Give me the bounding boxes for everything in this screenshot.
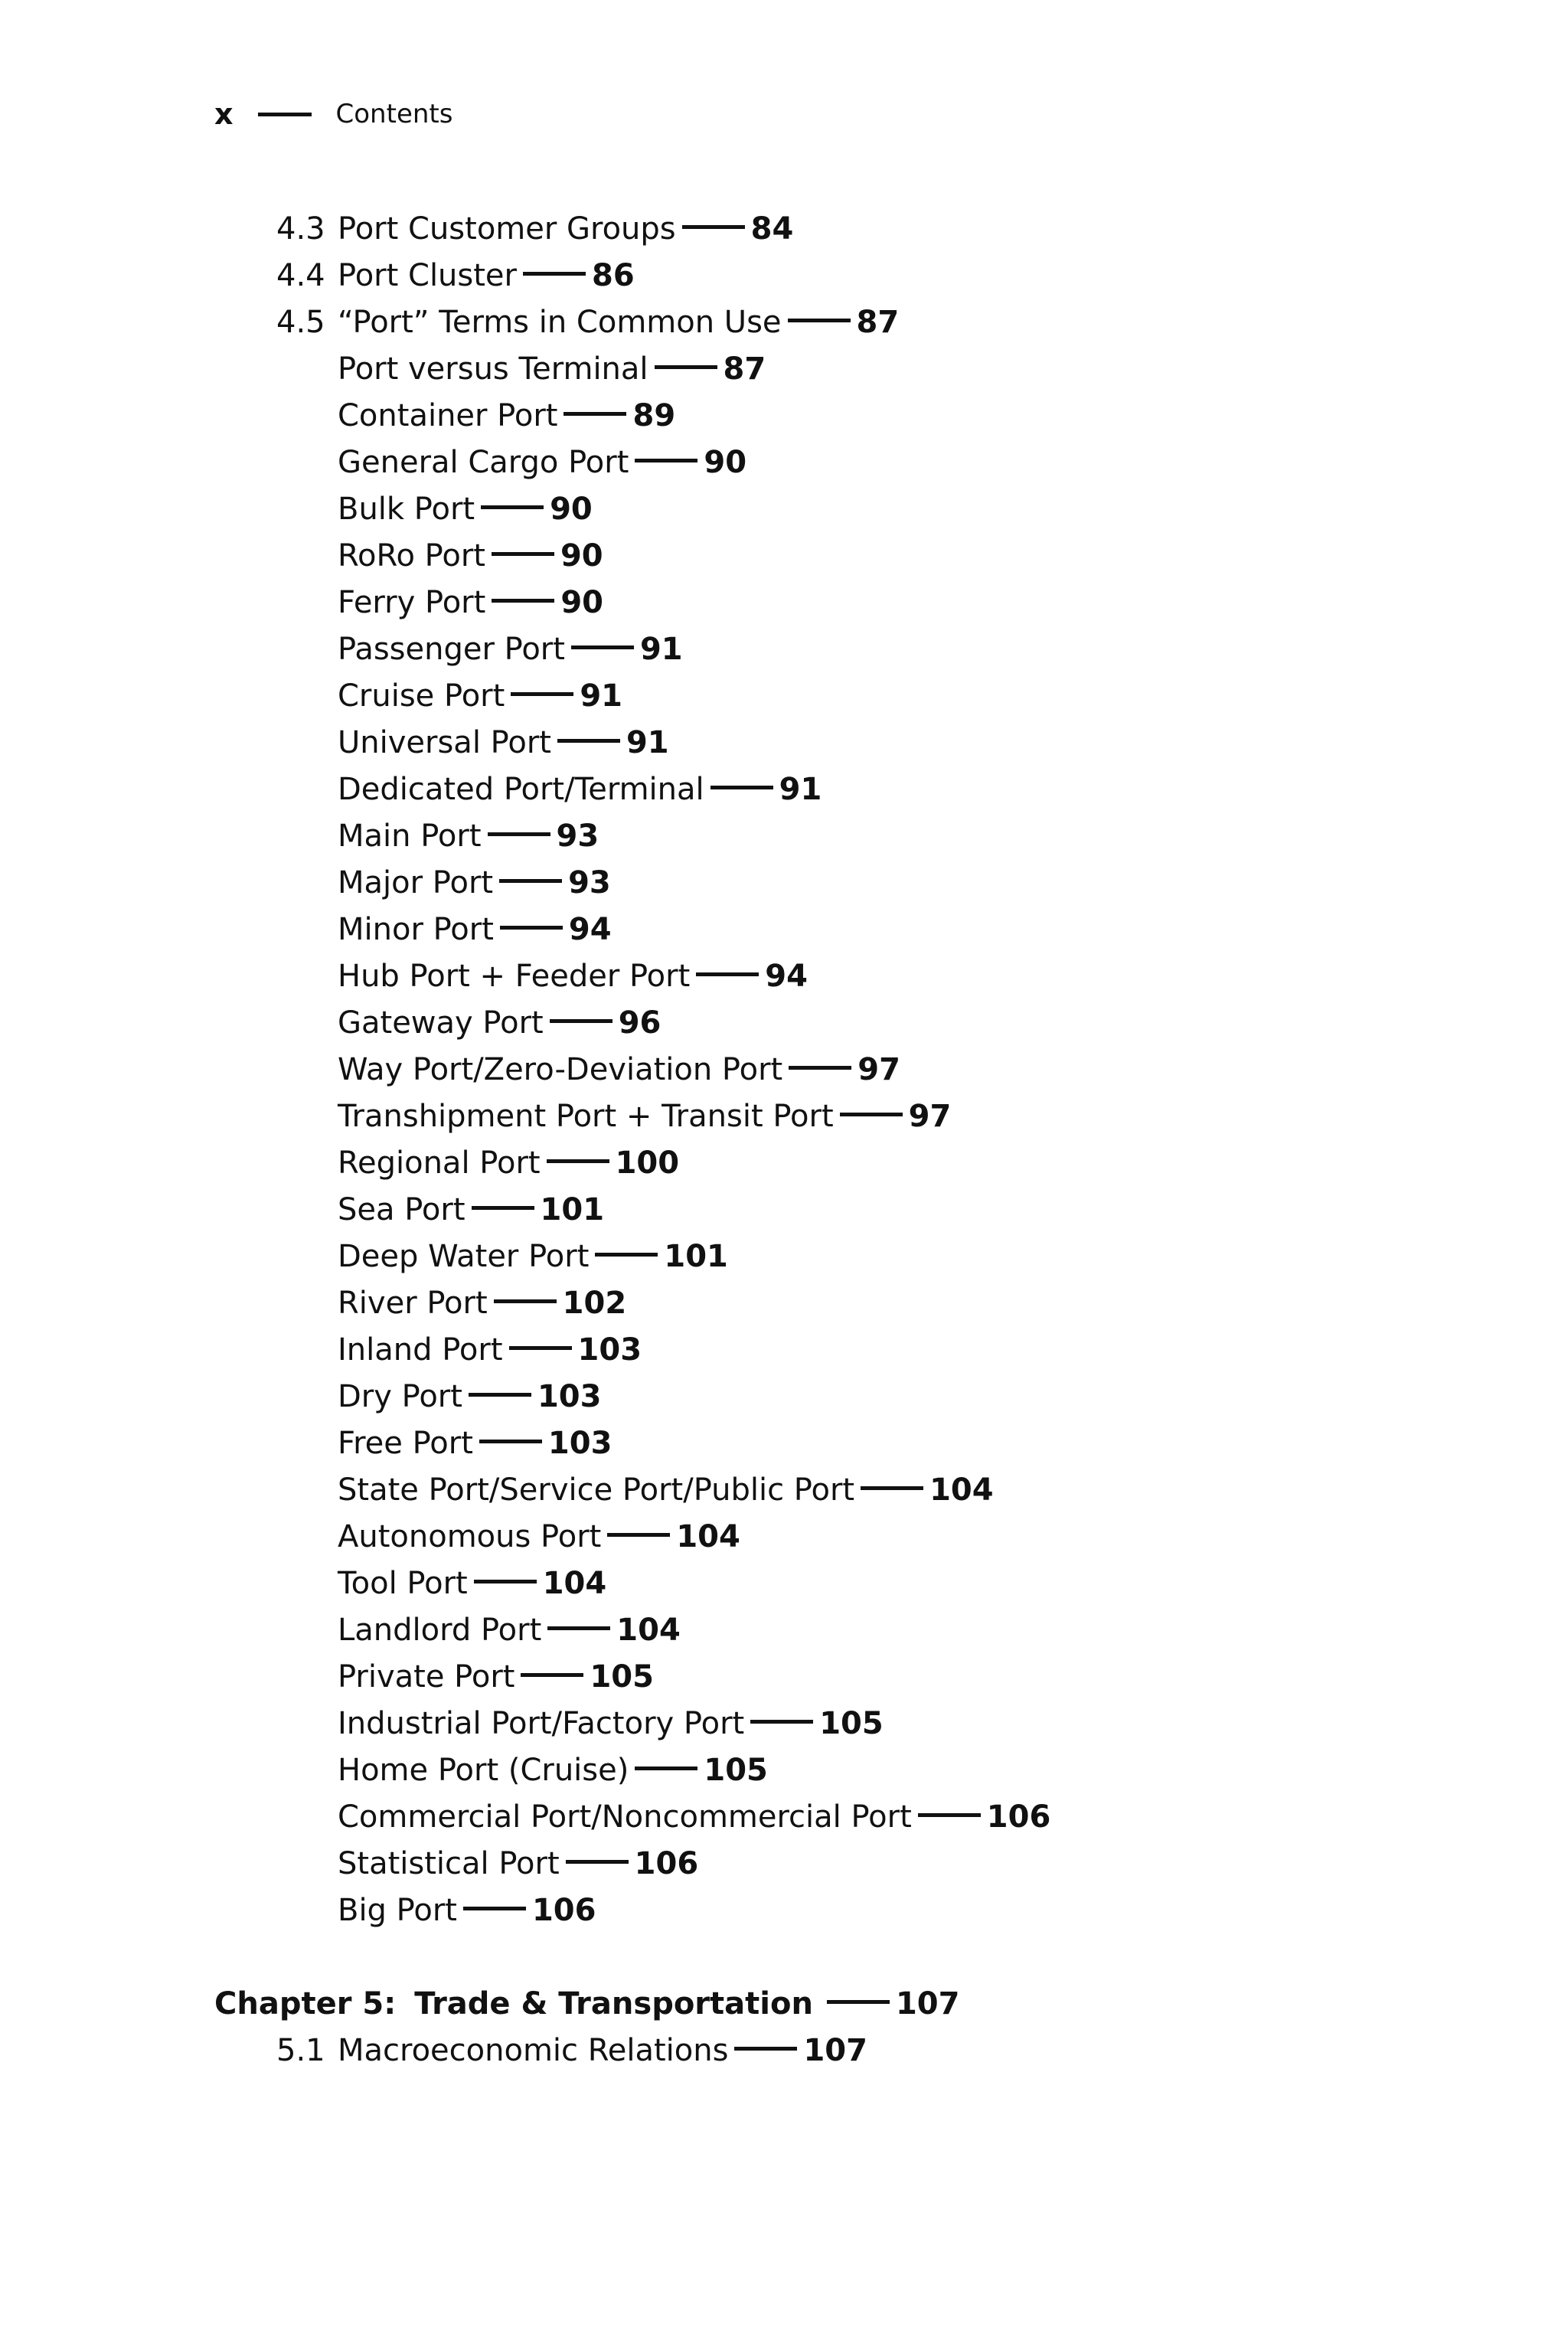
leader-rule xyxy=(550,1019,612,1023)
page-number: 91 xyxy=(580,678,622,714)
toc-subentry[interactable] xyxy=(0,1606,1568,1653)
leader-rule xyxy=(494,1299,557,1303)
subentry-title: Transhipment Port + Transit Port xyxy=(338,1098,834,1134)
page-number: 104 xyxy=(616,1612,681,1648)
leader-rule xyxy=(696,972,759,976)
leader-rule xyxy=(682,225,745,229)
leader-rule xyxy=(635,1766,697,1770)
page-number: 90 xyxy=(704,444,747,480)
subentry-title: Landlord Port xyxy=(338,1612,542,1648)
page-number: 104 xyxy=(542,1565,607,1601)
subentry-title: Tool Port xyxy=(338,1565,468,1601)
leader-rule xyxy=(463,1907,526,1910)
toc-chapter-entry[interactable] xyxy=(0,1980,1568,2027)
subentry-title: Cruise Port xyxy=(338,678,505,714)
leader-rule xyxy=(509,1346,572,1350)
page-number: 100 xyxy=(615,1145,680,1181)
toc-subentry[interactable] xyxy=(0,1186,1568,1233)
leader-rule xyxy=(607,1533,670,1537)
toc-subentry[interactable] xyxy=(0,1560,1568,1606)
page-number: 87 xyxy=(856,304,900,340)
leader-rule xyxy=(492,552,554,556)
page-number: 93 xyxy=(556,818,599,854)
subentry-title: Gateway Port xyxy=(338,1005,544,1041)
toc-subentry[interactable] xyxy=(0,626,1568,672)
subentry-title: General Cargo Port xyxy=(338,444,629,480)
page-number: 93 xyxy=(568,864,611,900)
page-number: 87 xyxy=(723,351,766,387)
leader-rule xyxy=(635,459,697,462)
page-number: 103 xyxy=(547,1425,612,1461)
page-number: 104 xyxy=(929,1472,994,1508)
subentry-title: Passenger Port xyxy=(338,631,565,667)
toc-subentry[interactable] xyxy=(0,439,1568,485)
subentry-title: Dry Port xyxy=(338,1378,462,1414)
subentry-title: Inland Port xyxy=(338,1332,503,1368)
subentry-title: Free Port xyxy=(338,1425,473,1461)
page-number: 94 xyxy=(765,958,808,994)
leader-rule xyxy=(469,1393,531,1397)
page-number: 86 xyxy=(591,257,635,293)
toc-subentry[interactable] xyxy=(0,953,1568,999)
subentry-title: Autonomous Port xyxy=(338,1518,602,1554)
section-title: Port Customer Groups xyxy=(338,211,676,247)
subentry-title: Main Port xyxy=(338,818,482,854)
subentry-title: Major Port xyxy=(338,864,494,900)
toc-subentry[interactable] xyxy=(0,1139,1568,1186)
toc-section-entry[interactable] xyxy=(0,299,1568,345)
toc-subentry[interactable] xyxy=(0,1513,1568,1560)
section-title: Macroeconomic Relations xyxy=(338,2032,729,2068)
page-number: 107 xyxy=(803,2032,867,2068)
subentry-title: Container Port xyxy=(338,397,558,433)
toc-subentry[interactable] xyxy=(0,1747,1568,1793)
subentry-title: Commercial Port/Noncommercial Port xyxy=(338,1799,912,1835)
table-of-contents xyxy=(0,205,1568,2074)
toc-subentry[interactable] xyxy=(0,392,1568,439)
toc-subentry[interactable] xyxy=(0,1840,1568,1887)
leader-rule xyxy=(734,2047,797,2051)
leader-rule xyxy=(789,1066,851,1070)
toc-subentry[interactable] xyxy=(0,1046,1568,1093)
subentry-title: Home Port (Cruise) xyxy=(338,1752,629,1788)
leader-rule xyxy=(547,1159,609,1163)
toc-subentry[interactable] xyxy=(0,1326,1568,1373)
subentry-title: Regional Port xyxy=(338,1145,541,1181)
subentry-title: Sea Port xyxy=(338,1191,466,1227)
toc-subentry[interactable] xyxy=(0,485,1568,532)
leader-rule xyxy=(521,1673,583,1677)
subentry-title: Deep Water Port xyxy=(338,1238,590,1274)
toc-subentry[interactable] xyxy=(0,579,1568,626)
page-number: 105 xyxy=(590,1659,654,1695)
toc-subentry[interactable] xyxy=(0,1373,1568,1420)
toc-subentry[interactable] xyxy=(0,766,1568,812)
toc-subentry[interactable] xyxy=(0,1093,1568,1139)
page-number: 90 xyxy=(560,538,603,574)
subentry-title: Bulk Port xyxy=(338,491,475,527)
toc-subentry[interactable] xyxy=(0,1700,1568,1747)
subentry-title: Big Port xyxy=(338,1892,457,1928)
toc-subentry[interactable] xyxy=(0,906,1568,953)
leader-rule xyxy=(479,1440,542,1443)
section-number: 4.3 xyxy=(276,211,325,247)
subentry-title: River Port xyxy=(338,1285,488,1321)
leader-rule xyxy=(564,412,626,416)
leader-rule xyxy=(566,1860,629,1864)
page-number: 91 xyxy=(639,631,683,667)
subentry-title: Way Port/Zero-Deviation Port xyxy=(338,1051,783,1087)
page-number: 103 xyxy=(537,1378,602,1414)
page-number: 84 xyxy=(750,211,794,247)
page-number: 97 xyxy=(908,1098,952,1134)
toc-subentry[interactable] xyxy=(0,1233,1568,1280)
subentry-title: RoRo Port xyxy=(338,538,485,574)
toc-subentry[interactable] xyxy=(0,345,1568,392)
page-number: 102 xyxy=(562,1285,627,1321)
page-number: 106 xyxy=(634,1845,699,1881)
subentry-title: Private Port xyxy=(338,1659,515,1695)
toc-section-entry[interactable] xyxy=(0,252,1568,299)
toc-subentry[interactable] xyxy=(0,1887,1568,1933)
page-number: 105 xyxy=(819,1705,884,1741)
section-number: 4.4 xyxy=(276,257,325,293)
subentry-title: Ferry Port xyxy=(338,584,486,620)
page-number: 101 xyxy=(540,1191,605,1227)
leader-rule xyxy=(472,1206,534,1210)
leader-rule xyxy=(571,645,634,649)
subentry-title: Industrial Port/Factory Port xyxy=(338,1705,745,1741)
leader-rule xyxy=(710,786,773,789)
leader-rule xyxy=(547,1626,610,1630)
leader-rule xyxy=(488,832,550,836)
page-number: 105 xyxy=(704,1752,768,1788)
page-folio: x xyxy=(214,97,234,131)
leader-rule xyxy=(523,272,586,276)
chapter-title: Trade & Transportation xyxy=(414,1985,813,2021)
toc-subentry[interactable] xyxy=(0,1466,1568,1513)
toc-subentry[interactable] xyxy=(0,672,1568,719)
page-number: 91 xyxy=(779,771,822,807)
leader-rule xyxy=(511,692,573,696)
section-number: 4.5 xyxy=(276,304,325,340)
page-number: 106 xyxy=(531,1892,596,1928)
leader-rule xyxy=(788,319,851,322)
section-title: “Port” Terms in Common Use xyxy=(338,304,782,340)
leader-rule xyxy=(492,599,554,603)
leader-rule xyxy=(861,1486,923,1490)
subentry-title: Dedicated Port/Terminal xyxy=(338,771,704,807)
header-rule xyxy=(258,113,312,116)
toc-subentry[interactable] xyxy=(0,1793,1568,1840)
page-number: 106 xyxy=(986,1799,1051,1835)
leader-rule xyxy=(481,505,544,509)
toc-subentry[interactable] xyxy=(0,532,1568,579)
chapter-label: Chapter 5: xyxy=(214,1985,397,2021)
subentry-title: State Port/Service Port/Public Port xyxy=(338,1472,855,1508)
leader-rule xyxy=(827,2000,890,2004)
subentry-title: Hub Port + Feeder Port xyxy=(338,958,691,994)
page-number: 91 xyxy=(626,724,669,760)
toc-subentry[interactable] xyxy=(0,859,1568,906)
toc-section-entry[interactable] xyxy=(0,205,1568,252)
page-number: 103 xyxy=(577,1332,642,1368)
page-number: 96 xyxy=(618,1005,662,1041)
running-head-label: Contents xyxy=(335,99,453,129)
subentry-title: Statistical Port xyxy=(338,1845,560,1881)
page-number: 101 xyxy=(664,1238,728,1274)
leader-rule xyxy=(918,1813,981,1817)
toc-subentry[interactable] xyxy=(0,1653,1568,1700)
leader-rule xyxy=(474,1580,537,1583)
leader-rule xyxy=(557,739,620,743)
toc-subentry[interactable] xyxy=(0,1280,1568,1326)
leader-rule xyxy=(655,365,717,369)
subentry-title: Port versus Terminal xyxy=(338,351,648,387)
toc-subentry[interactable] xyxy=(0,719,1568,766)
page-number: 107 xyxy=(895,1985,960,2021)
page-number: 90 xyxy=(550,491,593,527)
toc-subentry[interactable] xyxy=(0,812,1568,859)
page-number: 94 xyxy=(568,911,612,947)
leader-rule xyxy=(840,1113,903,1116)
toc-section-entry[interactable] xyxy=(0,2027,1568,2074)
subentry-title: Minor Port xyxy=(338,911,494,947)
section-number: 5.1 xyxy=(276,2032,325,2068)
subentry-title: Universal Port xyxy=(338,724,551,760)
leader-rule xyxy=(595,1253,658,1257)
leader-rule xyxy=(499,879,562,883)
page-number: 90 xyxy=(560,584,603,620)
running-head xyxy=(214,95,452,133)
page-number: 89 xyxy=(632,397,676,433)
leader-rule xyxy=(750,1720,813,1724)
leader-rule xyxy=(500,926,563,930)
page-number: 104 xyxy=(676,1518,740,1554)
toc-subentry[interactable] xyxy=(0,1420,1568,1466)
page-number: 97 xyxy=(858,1051,900,1087)
toc-subentry[interactable] xyxy=(0,999,1568,1046)
section-title: Port Cluster xyxy=(338,257,517,293)
